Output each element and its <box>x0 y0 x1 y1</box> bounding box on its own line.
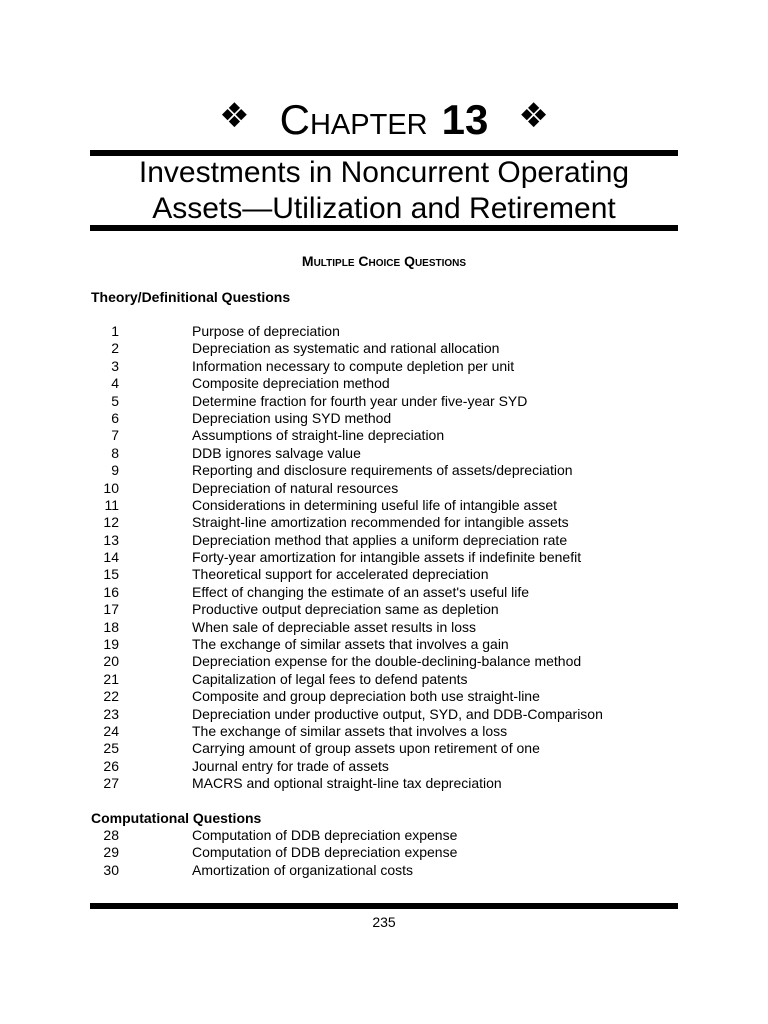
chapter-heading <box>0 96 768 148</box>
question-number: 23 <box>103 705 119 722</box>
question-number: 17 <box>103 601 119 618</box>
question-topic: When sale of depreciable asset results in loss <box>192 618 477 635</box>
question-number: 27 <box>103 775 119 792</box>
question-number: 2 <box>111 340 119 357</box>
question-row <box>91 566 691 583</box>
question-topic: Considerations in determining useful life of intangible asset <box>192 496 557 513</box>
question-topic: The exchange of similar assets that involves a loss <box>192 722 508 739</box>
question-number: 19 <box>103 636 119 653</box>
question-topic: Carrying amount of group assets upon retirement of one <box>192 740 540 757</box>
question-topic: Effect of changing the estimate of an asset's useful life <box>192 583 530 600</box>
question-topic: Information necessary to compute depletion per unit <box>192 357 515 374</box>
question-row <box>91 619 691 636</box>
question-topic: Depreciation of natural resources <box>192 479 399 496</box>
question-row <box>91 410 691 427</box>
question-row <box>91 688 691 705</box>
question-number: 12 <box>103 514 119 531</box>
question-number: 15 <box>103 566 119 583</box>
question-number: 30 <box>103 861 119 878</box>
question-topic: MACRS and optional straight-line tax depreciation <box>192 775 502 792</box>
question-topic: Purpose of depreciation <box>192 323 340 339</box>
question-row <box>91 497 691 514</box>
question-number: 29 <box>103 844 119 861</box>
question-row <box>91 740 691 757</box>
question-row <box>91 706 691 723</box>
question-topic: Journal entry for trade of assets <box>192 757 389 774</box>
computational-questions-heading: Computational Questions <box>91 810 262 826</box>
theory-question-list <box>91 323 691 793</box>
question-topic: Amortization of organizational costs <box>192 861 413 878</box>
question-topic: Assumptions of straight-line depreciation <box>192 427 445 444</box>
question-number: 18 <box>103 618 119 635</box>
chapter-number: 13 <box>441 96 489 143</box>
section-heading: Multiple Choice Questions <box>301 253 467 269</box>
question-topic: Computation of DDB depreciation expense <box>192 827 458 843</box>
question-row <box>91 532 691 549</box>
theory-questions-heading: Theory/Definitional Questions <box>91 289 291 305</box>
question-row <box>91 758 691 775</box>
question-number: 25 <box>103 740 119 757</box>
question-row <box>91 549 691 566</box>
question-number: 21 <box>103 670 119 687</box>
question-row <box>91 671 691 688</box>
question-topic: Composite depreciation method <box>192 375 390 392</box>
question-row <box>91 601 691 618</box>
question-number: 13 <box>103 531 119 548</box>
question-row <box>91 445 691 462</box>
question-topic: Reporting and disclosure requirements of assets/depreciation <box>192 462 573 479</box>
question-row <box>91 427 691 444</box>
question-row <box>91 636 691 653</box>
question-number: 11 <box>104 496 119 513</box>
page-title-line-2: Assets—Utilization and Retirement <box>152 192 616 225</box>
question-number: 4 <box>111 375 119 392</box>
question-topic: Determine fraction for fourth year under five-year SYD <box>192 392 528 409</box>
question-number: 1 <box>111 323 119 339</box>
question-number: 3 <box>111 357 119 374</box>
question-number: 8 <box>111 444 119 461</box>
computational-question-list <box>91 827 691 879</box>
question-topic: The exchange of similar assets that involves a gain <box>192 636 509 653</box>
question-topic: Depreciation using SYD method <box>192 409 392 426</box>
question-number: 28 <box>103 827 119 843</box>
question-row <box>91 723 691 740</box>
question-number: 14 <box>103 549 119 566</box>
question-row <box>91 375 691 392</box>
question-topic: Capitalization of legal fees to defend patents <box>192 670 468 687</box>
question-topic: Depreciation under productive output, SYD, and DDB-Comparison <box>192 705 603 722</box>
question-topic: Computation of DDB depreciation expense <box>192 844 458 861</box>
diamond-ornament-icon: ❖ <box>219 96 250 136</box>
question-topic: DDB ignores salvage value <box>192 444 361 461</box>
question-number: 6 <box>111 409 119 426</box>
page-title-line-1: Investments in Noncurrent Operating <box>138 156 630 189</box>
question-topic: Forty-year amortization for intangible assets if indefinite benefit <box>192 549 582 566</box>
question-row <box>91 462 691 479</box>
question-number: 22 <box>103 688 119 705</box>
question-number: 7 <box>111 427 119 444</box>
question-row <box>91 480 691 497</box>
question-row <box>91 514 691 531</box>
page-title <box>90 155 678 227</box>
question-topic: Depreciation as systematic and rational allocation <box>192 340 500 357</box>
diamond-ornament-icon: ❖ <box>518 96 549 136</box>
question-topic: Theoretical support for accelerated depreciation <box>192 566 489 583</box>
question-topic: Productive output depreciation same as depletion <box>192 601 499 618</box>
question-row <box>91 340 691 357</box>
question-number: 26 <box>103 757 119 774</box>
question-number: 16 <box>103 583 119 600</box>
question-number: 5 <box>111 392 119 409</box>
question-row <box>91 393 691 410</box>
question-topic: Depreciation expense for the double-declining-balance method <box>192 653 582 670</box>
footer-rule <box>90 903 678 909</box>
page-number: 235 <box>372 914 396 930</box>
question-topic: Composite and group depreciation both use straight-line <box>192 688 540 705</box>
question-row <box>91 844 691 861</box>
question-row <box>91 584 691 601</box>
title-bottom-rule <box>90 225 678 231</box>
question-row <box>91 862 691 879</box>
question-row <box>91 775 691 792</box>
question-row <box>91 358 691 375</box>
question-number: 10 <box>103 479 119 496</box>
question-row <box>91 653 691 670</box>
question-row <box>91 323 691 340</box>
question-number: 9 <box>111 462 119 479</box>
chapter-label: Chapter <box>279 96 428 143</box>
question-number: 20 <box>103 653 119 670</box>
question-topic: Depreciation method that applies a uniform depreciation rate <box>192 531 568 548</box>
question-number: 24 <box>103 722 119 739</box>
question-topic: Straight-line amortization recommended for intangible assets <box>192 514 569 531</box>
question-row <box>91 827 691 844</box>
